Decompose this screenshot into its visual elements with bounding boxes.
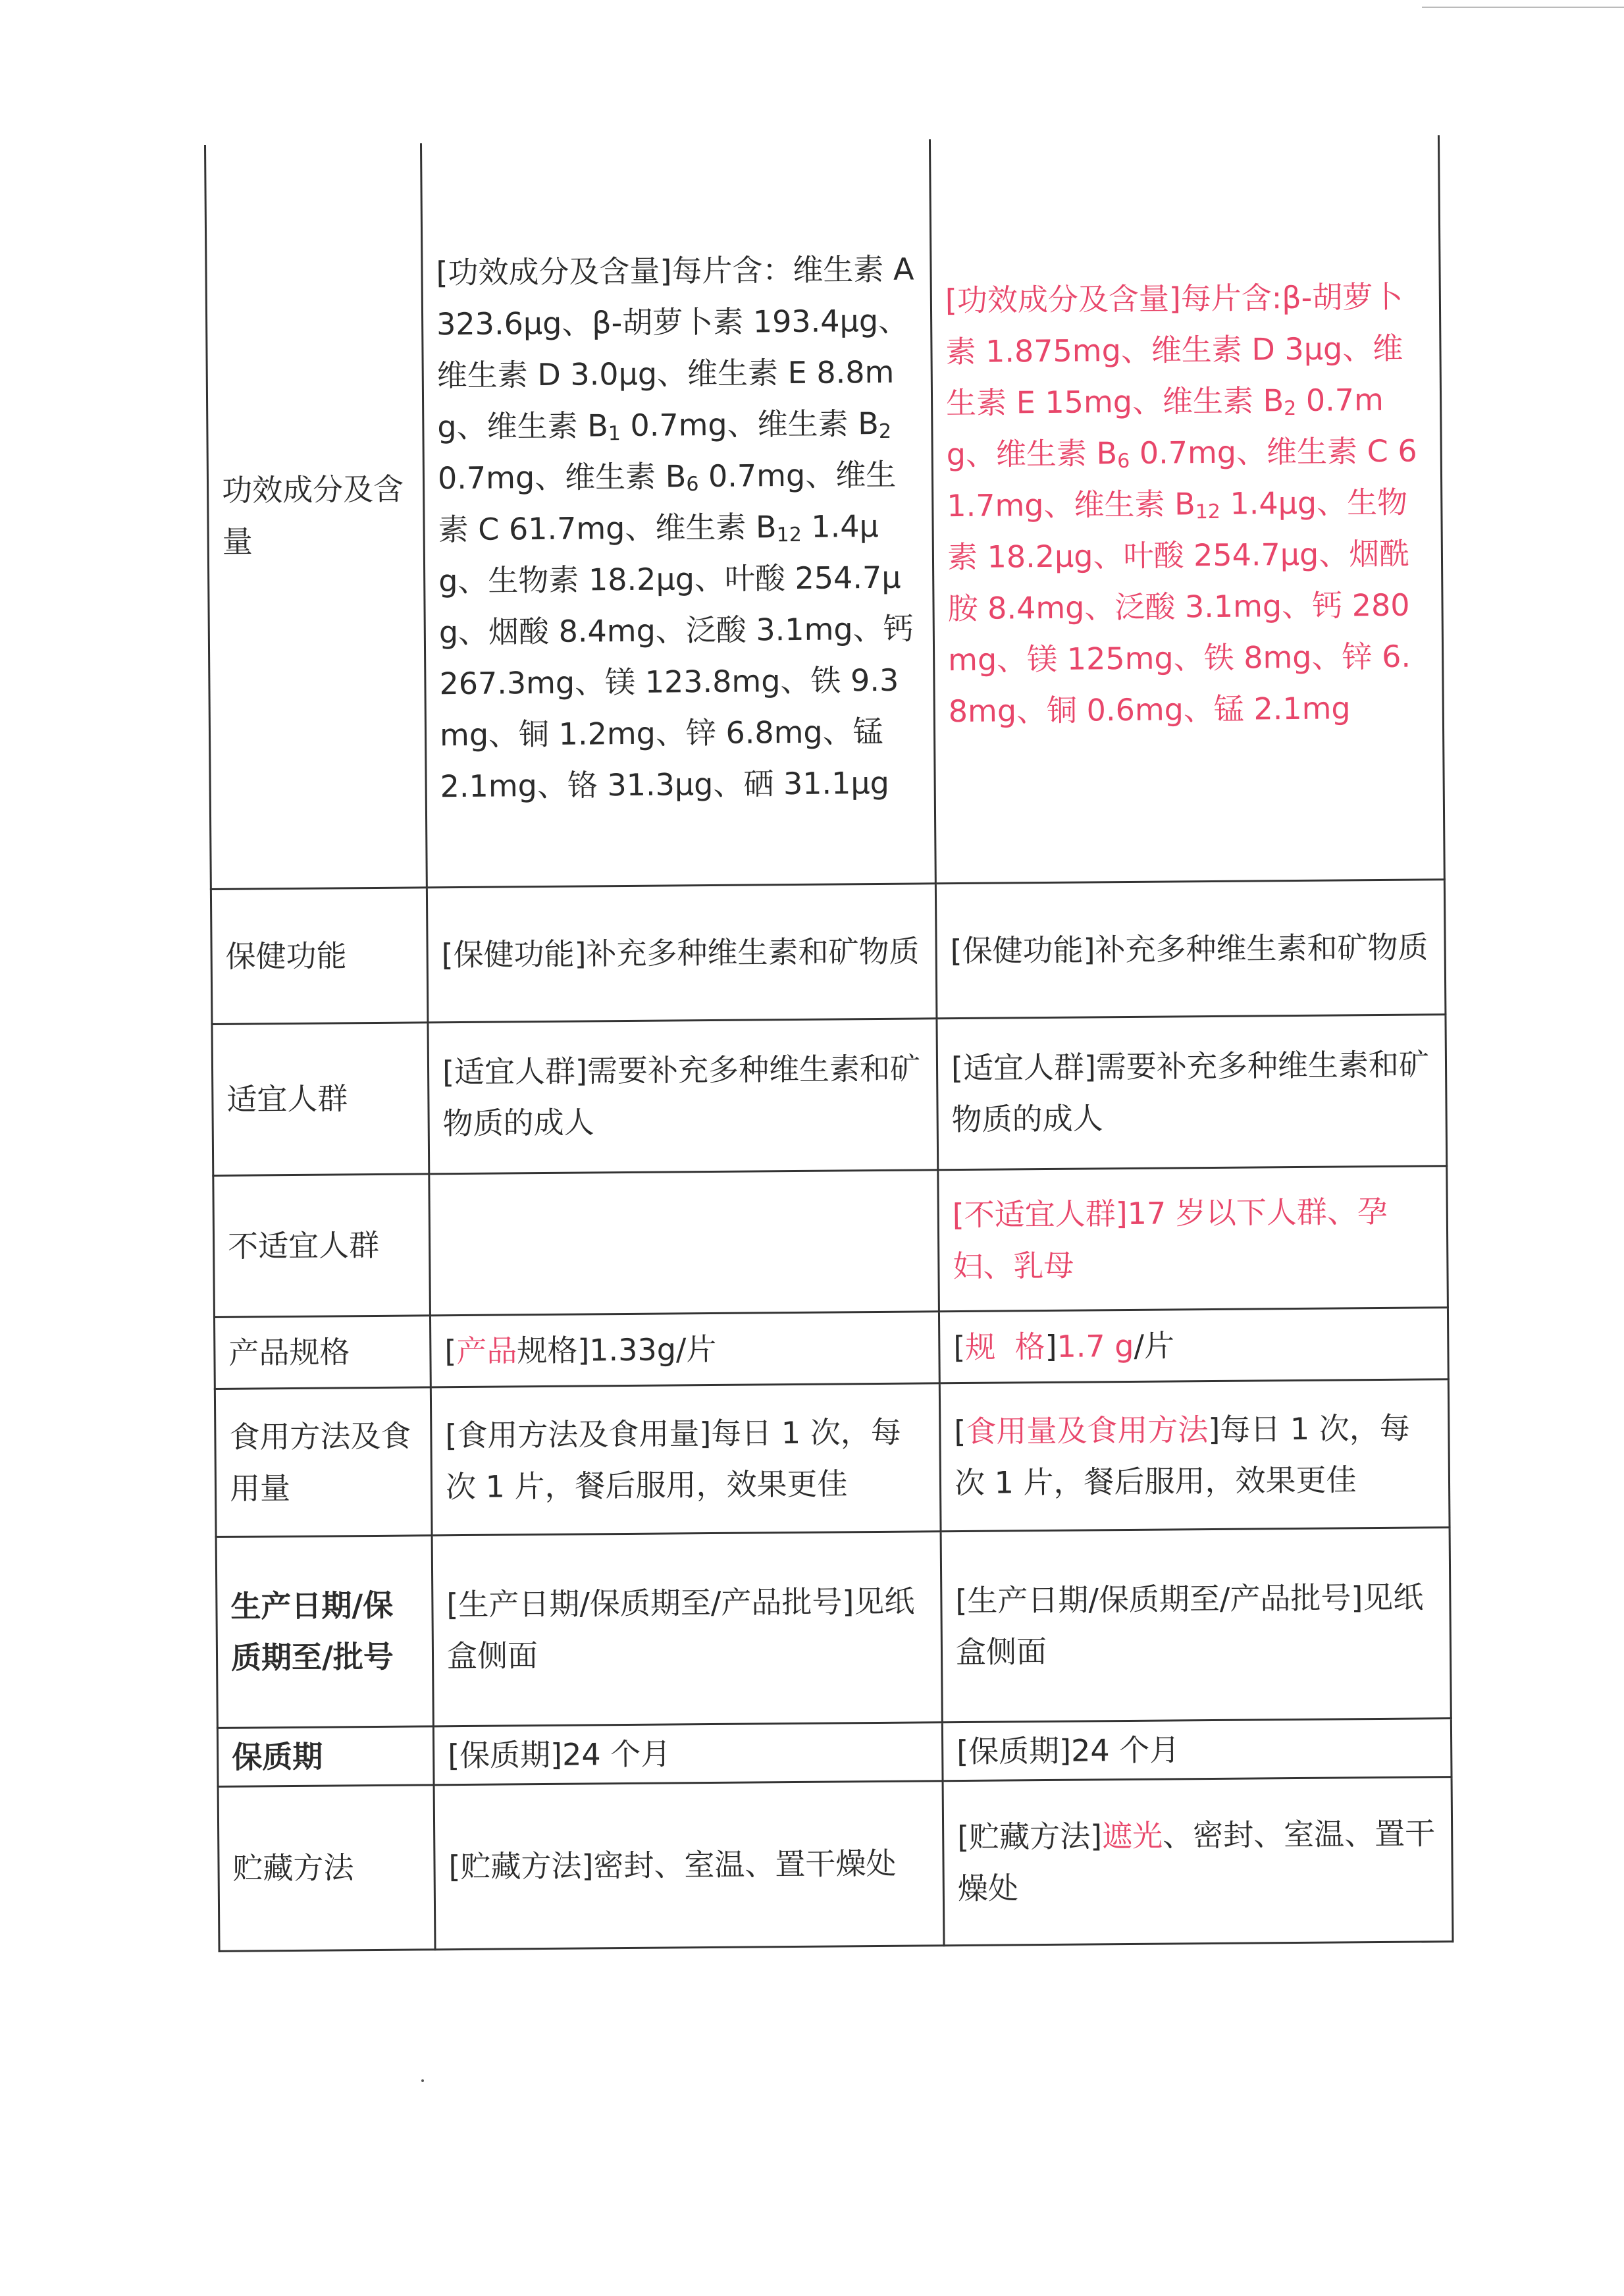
table-row-usage [215,1379,1450,1537]
text-segment: [ [444,1333,457,1369]
old-usage: [食用方法及食用量]每日 1 次，每次 1 片，餐后服用，效果更佳 [431,1383,941,1535]
subscript: 12 [776,523,802,547]
scan-speck [421,2079,424,2082]
text-segment: 0.7mg、维生素 C 61.7mg、维生素 B [438,457,897,548]
row-label-usage: 食用方法及食用量 [215,1387,432,1537]
text-segment: 、密封、室温、置干燥处 [957,1815,1436,1907]
changed-text: 食用量及食用方法 [966,1411,1209,1449]
new-ingredients [930,135,1444,883]
text-segment: [功效成分及含量]每片含:β-胡萝卜素 1.875mg、维生素 D 3μg、维生素 E 15mg、维生素 B [945,279,1403,421]
subscript: 2 [878,420,892,444]
new-storage [943,1776,1453,1945]
table-row-unsuitable [213,1165,1448,1317]
text-segment: 0.7mg、维生素 B [946,382,1384,473]
row-label-function: 保健功能 [211,887,428,1024]
text-segment: ] [1045,1328,1057,1364]
row-label-unsuitable: 不适宜人群 [213,1173,431,1317]
text-segment: [贮藏方法] [957,1818,1103,1855]
old-function: [保健功能]补充多种维生素和矿物质 [427,883,937,1022]
old-ingredients [421,139,935,887]
text-segment: 1.4μg、生物素 18.2μg、叶酸 254.7μg、烟酰胺 8.4mg、泛酸 3.1mg、钙 280mg、镁 125mg、铁 8mg、锌 6.8mg、铜 0.6mg、锰 2.1mg [947,484,1411,730]
row-label-shelf: 保质期 [217,1726,434,1786]
text-segment: ]每日 1 次，每次 1 片，餐后服用，效果更佳 [954,1410,1410,1501]
subscript: 12 [1195,500,1221,524]
subscript: 1 [608,422,621,446]
text-segment: 1.4μg、生物素 18.2μg、叶酸 254.7μg、烟酸 8.4mg、泛酸 3.1mg、钙 267.3mg、镁 123.8mg、铁 9.3mg、铜 1.2mg、锌 6.8mg、锰 2.1mg、铬 31.3μg、硒 31.1μg [438,508,914,805]
new-suitable: [适宜人群]需要补充多种维生素和矿物质的成人 [937,1014,1447,1169]
comparison-table [204,135,1454,1952]
subscript: 6 [1117,450,1130,473]
row-label-spec: 产品规格 [214,1315,431,1389]
old-shelf: [保质期]24 个月 [433,1722,943,1784]
row-label-batch: 生产日期/保质期至/批号 [216,1535,433,1728]
row-label-storage: 贮藏方法 [218,1784,435,1951]
table-row-shelf [217,1718,1452,1786]
text-segment: 0.7mg、维生素 B [437,458,687,496]
old-storage: [贮藏方法]密封、室温、置干燥处 [434,1780,944,1949]
new-function: [保健功能]补充多种维生素和矿物质 [935,879,1446,1018]
new-shelf: [保质期]24 个月 [942,1718,1452,1780]
row-label-suitable: 适宜人群 [212,1022,429,1175]
changed-text: 遮光 [1101,1817,1163,1854]
text-segment: 0.7mg、维生素 B [620,406,879,444]
table-row-storage [218,1776,1453,1951]
table-row-spec [214,1307,1448,1389]
scan-edge-line [1422,7,1624,8]
old-unsuitable [429,1169,939,1315]
text-segment: 规格]1.33g/片 [517,1331,717,1368]
subscript: 2 [1284,397,1297,421]
old-spec [430,1311,939,1387]
table-row-suitable [212,1014,1447,1175]
table-row-batch [216,1527,1451,1728]
changed-text: 1.7 g [1057,1327,1134,1364]
new-unsuitable: [不适宜人群]17 岁以下人群、孕妇、乳母 [938,1165,1448,1311]
text-segment: [功效成分及含量]每片含：维生素 A 323.6μg、β-胡萝卜素 193.4μg、维生素 D 3.0μg、维生素 E 8.8mg、维生素 B [436,251,914,445]
changed-text: 产品 [456,1332,517,1369]
text-segment: [ [953,1329,966,1365]
text-segment: /片 [1134,1327,1175,1364]
changed-text: 规 格 [965,1328,1045,1365]
new-spec [939,1307,1448,1383]
text-segment: [ [954,1413,966,1449]
row-label-ingredients: 功效成分及含量 [205,143,427,889]
new-batch: [生产日期/保质期至/产品批号]见纸盒侧面 [941,1527,1451,1722]
new-usage [939,1379,1450,1531]
old-batch: [生产日期/保质期至/产品批号]见纸盒侧面 [432,1531,942,1726]
subscript: 6 [686,473,699,496]
table-row-function [211,879,1446,1024]
text-segment: 0.7mg、维生素 C 61.7mg、维生素 B [947,433,1417,524]
old-suitable: [适宜人群]需要补充多种维生素和矿物质的成人 [428,1018,938,1173]
table-row-ingredients [205,135,1444,889]
